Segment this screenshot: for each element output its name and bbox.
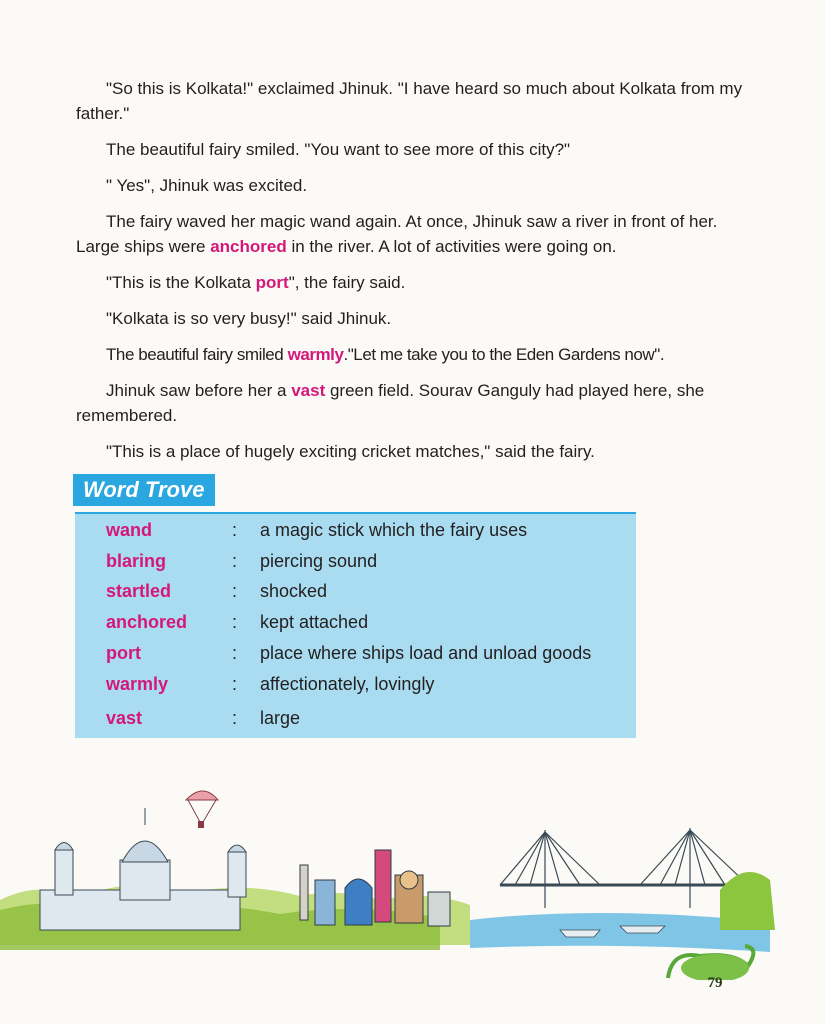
- glossary-colon: :: [232, 612, 238, 632]
- paragraph-text: in the river. A lot of activities were going on.: [286, 237, 617, 256]
- glossary-meaning: piercing sound: [260, 551, 378, 571]
- glossary-colon: :: [232, 520, 238, 540]
- glossary-word: wand: [106, 520, 153, 540]
- glossary-colon: :: [232, 643, 238, 663]
- highlighted-word: port: [255, 273, 289, 292]
- story-text: [76, 76, 752, 475]
- paragraph-text: "This is the Kolkata: [106, 273, 256, 292]
- paragraph: [76, 342, 752, 367]
- glossary-word: startled: [106, 581, 172, 601]
- paragraph: [76, 439, 752, 464]
- word-trove-box: [75, 512, 636, 738]
- paragraph: [76, 173, 752, 198]
- paragraph-text: ."Let me take you to the Eden Gardens now".: [343, 345, 665, 364]
- victoria-memorial-drawing: [40, 808, 246, 930]
- glossary-word: anchored: [106, 612, 188, 632]
- glossary-word: blaring: [106, 551, 167, 571]
- paragraph-text: The fairy waved her magic wand again. At once, Jhinuk saw a river in front of her. Large ships were: [76, 212, 718, 256]
- highlighted-word: warmly: [287, 345, 344, 364]
- paragraph-text: Jhinuk saw before her a: [106, 381, 292, 400]
- paragraph-text: ", the fairy said.: [288, 273, 406, 292]
- word-trove-title: Word Trove: [73, 474, 215, 506]
- paragraph-text: The beautiful fairy smiled. "You want to see more of this city?": [106, 140, 571, 159]
- paragraph-text: green field. Sourav Ganguly had played here, she remembered.: [76, 381, 705, 425]
- glossary-meaning: kept attached: [260, 612, 369, 632]
- glossary-word: warmly: [106, 674, 169, 694]
- glossary-colon: :: [232, 708, 238, 728]
- glossary-colon: :: [232, 581, 238, 601]
- paragraph-text: " Yes", Jhinuk was excited.: [106, 176, 308, 195]
- paragraph: [76, 270, 752, 295]
- paragraph-text: "So this is Kolkata!" exclaimed Jhinuk. "I have heard so much about Kolkata from my father.": [76, 79, 743, 123]
- paragraph: [76, 306, 752, 331]
- city-buildings-drawing: [300, 850, 450, 926]
- glossary-meaning: large: [260, 708, 301, 728]
- glossary-meaning: place where ships load and unload goods: [260, 643, 592, 663]
- page-number: 79: [707, 975, 723, 991]
- paragraph: [76, 378, 752, 428]
- highlighted-word: anchored: [210, 237, 287, 256]
- parachute-icon: [186, 791, 218, 828]
- paragraph: [76, 209, 752, 259]
- glossary-colon: :: [232, 551, 238, 571]
- glossary-meaning: a magic stick which the fairy uses: [260, 520, 528, 540]
- highlighted-word: vast: [291, 381, 326, 400]
- paragraph: [76, 76, 752, 126]
- paragraph-text: The beautiful fairy smiled: [106, 345, 288, 364]
- glossary-meaning: affectionately, lovingly: [260, 674, 435, 694]
- glossary-meaning: shocked: [260, 581, 328, 601]
- glossary-word: vast: [106, 708, 143, 728]
- paragraph-text: "Kolkata is so very busy!" said Jhinuk.: [106, 309, 392, 328]
- glossary-colon: :: [232, 674, 238, 694]
- glossary-word: port: [106, 643, 141, 663]
- kolkata-skyline-illustration: [0, 780, 825, 980]
- paragraph-text: "This is a place of hugely exciting cricket matches," said the fairy.: [106, 442, 595, 461]
- paragraph: [76, 137, 752, 162]
